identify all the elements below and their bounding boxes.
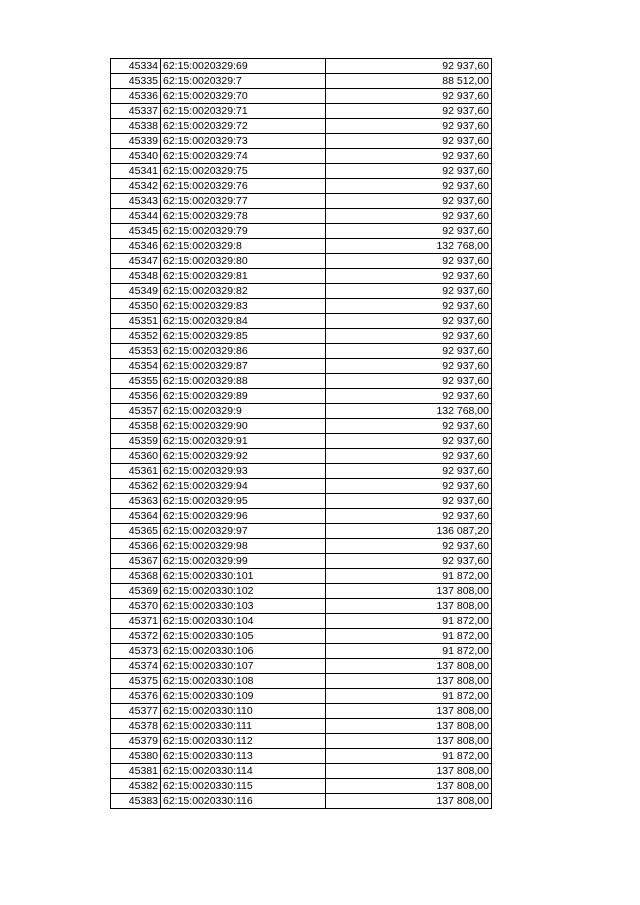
value-cell: 92 937,60 — [326, 194, 492, 209]
row-number-cell: 45378 — [111, 719, 161, 734]
cadastral-number-cell: 62:15:0020330:116 — [161, 794, 326, 809]
value-cell: 92 937,60 — [326, 539, 492, 554]
row-number-cell: 45357 — [111, 404, 161, 419]
cadastral-number-cell: 62:15:0020329:70 — [161, 89, 326, 104]
row-number-cell: 45373 — [111, 644, 161, 659]
table-row — [111, 269, 492, 284]
value-cell: 92 937,60 — [326, 149, 492, 164]
table-body — [111, 59, 492, 809]
table-row — [111, 389, 492, 404]
value-cell: 137 808,00 — [326, 659, 492, 674]
table-row — [111, 659, 492, 674]
value-cell: 92 937,60 — [326, 464, 492, 479]
row-number-cell: 45382 — [111, 779, 161, 794]
cadastral-number-cell: 62:15:0020329:92 — [161, 449, 326, 464]
cadastral-number-cell: 62:15:0020329:84 — [161, 314, 326, 329]
row-number-cell: 45361 — [111, 464, 161, 479]
row-number-cell: 45372 — [111, 629, 161, 644]
cadastral-number-cell: 62:15:0020330:104 — [161, 614, 326, 629]
table-row — [111, 164, 492, 179]
table-row — [111, 149, 492, 164]
value-cell: 92 937,60 — [326, 374, 492, 389]
row-number-cell: 45369 — [111, 584, 161, 599]
value-cell: 91 872,00 — [326, 569, 492, 584]
cadastral-number-cell: 62:15:0020329:83 — [161, 299, 326, 314]
value-cell: 92 937,60 — [326, 104, 492, 119]
table-row — [111, 179, 492, 194]
cadastral-number-cell: 62:15:0020329:69 — [161, 59, 326, 74]
cadastral-number-cell: 62:15:0020330:113 — [161, 749, 326, 764]
cadastral-number-cell: 62:15:0020329:74 — [161, 149, 326, 164]
cadastral-number-cell: 62:15:0020329:76 — [161, 179, 326, 194]
cadastral-number-cell: 62:15:0020329:93 — [161, 464, 326, 479]
value-cell: 92 937,60 — [326, 329, 492, 344]
value-cell: 92 937,60 — [326, 344, 492, 359]
row-number-cell: 45336 — [111, 89, 161, 104]
table-row — [111, 104, 492, 119]
cadastral-number-cell: 62:15:0020330:105 — [161, 629, 326, 644]
value-cell: 92 937,60 — [326, 479, 492, 494]
cadastral-number-cell: 62:15:0020329:91 — [161, 434, 326, 449]
row-number-cell: 45364 — [111, 509, 161, 524]
table-row — [111, 284, 492, 299]
value-cell: 92 937,60 — [326, 359, 492, 374]
table-row — [111, 539, 492, 554]
cadastral-number-cell: 62:15:0020329:73 — [161, 134, 326, 149]
row-number-cell: 45354 — [111, 359, 161, 374]
cadastral-number-cell: 62:15:0020329:90 — [161, 419, 326, 434]
value-cell: 92 937,60 — [326, 59, 492, 74]
cadastral-number-cell: 62:15:0020329:81 — [161, 269, 326, 284]
row-number-cell: 45335 — [111, 74, 161, 89]
value-cell: 92 937,60 — [326, 419, 492, 434]
table-row — [111, 674, 492, 689]
table-row — [111, 479, 492, 494]
value-cell: 88 512,00 — [326, 74, 492, 89]
cadastral-number-cell: 62:15:0020329:71 — [161, 104, 326, 119]
row-number-cell: 45344 — [111, 209, 161, 224]
value-cell: 92 937,60 — [326, 134, 492, 149]
table-row — [111, 734, 492, 749]
row-number-cell: 45334 — [111, 59, 161, 74]
row-number-cell: 45339 — [111, 134, 161, 149]
table-row — [111, 209, 492, 224]
row-number-cell: 45358 — [111, 419, 161, 434]
table-row — [111, 554, 492, 569]
value-cell: 91 872,00 — [326, 614, 492, 629]
cadastral-number-cell: 62:15:0020329:9 — [161, 404, 326, 419]
value-cell: 137 808,00 — [326, 719, 492, 734]
cadastral-number-cell: 62:15:0020329:99 — [161, 554, 326, 569]
cadastral-number-cell: 62:15:0020329:94 — [161, 479, 326, 494]
table-row — [111, 449, 492, 464]
row-number-cell: 45356 — [111, 389, 161, 404]
value-cell: 91 872,00 — [326, 644, 492, 659]
cadastral-number-cell: 62:15:0020329:95 — [161, 494, 326, 509]
row-number-cell: 45355 — [111, 374, 161, 389]
table-row — [111, 299, 492, 314]
row-number-cell: 45345 — [111, 224, 161, 239]
table-row — [111, 764, 492, 779]
value-cell: 92 937,60 — [326, 89, 492, 104]
table-row — [111, 239, 492, 254]
row-number-cell: 45359 — [111, 434, 161, 449]
row-number-cell: 45343 — [111, 194, 161, 209]
value-cell: 92 937,60 — [326, 269, 492, 284]
value-cell: 92 937,60 — [326, 284, 492, 299]
row-number-cell: 45377 — [111, 704, 161, 719]
row-number-cell: 45352 — [111, 329, 161, 344]
value-cell: 92 937,60 — [326, 449, 492, 464]
table-row — [111, 374, 492, 389]
value-cell: 137 808,00 — [326, 674, 492, 689]
value-cell: 92 937,60 — [326, 254, 492, 269]
value-cell: 91 872,00 — [326, 689, 492, 704]
cadastral-number-cell: 62:15:0020330:106 — [161, 644, 326, 659]
cadastral-number-cell: 62:15:0020329:72 — [161, 119, 326, 134]
table-row — [111, 644, 492, 659]
row-number-cell: 45353 — [111, 344, 161, 359]
cadastral-number-cell: 62:15:0020330:109 — [161, 689, 326, 704]
cadastral-number-cell: 62:15:0020329:80 — [161, 254, 326, 269]
row-number-cell: 45351 — [111, 314, 161, 329]
table-row — [111, 89, 492, 104]
table-row — [111, 344, 492, 359]
value-cell: 91 872,00 — [326, 629, 492, 644]
cadastral-number-cell: 62:15:0020329:79 — [161, 224, 326, 239]
row-number-cell: 45337 — [111, 104, 161, 119]
cadastral-number-cell: 62:15:0020329:78 — [161, 209, 326, 224]
value-cell: 137 808,00 — [326, 779, 492, 794]
row-number-cell: 45349 — [111, 284, 161, 299]
cadastral-number-cell: 62:15:0020329:97 — [161, 524, 326, 539]
value-cell: 92 937,60 — [326, 389, 492, 404]
row-number-cell: 45362 — [111, 479, 161, 494]
value-cell: 132 768,00 — [326, 239, 492, 254]
table-row — [111, 629, 492, 644]
row-number-cell: 45371 — [111, 614, 161, 629]
row-number-cell: 45346 — [111, 239, 161, 254]
value-cell: 137 808,00 — [326, 584, 492, 599]
cadastral-number-cell: 62:15:0020330:103 — [161, 599, 326, 614]
cadastral-number-cell: 62:15:0020329:98 — [161, 539, 326, 554]
row-number-cell: 45367 — [111, 554, 161, 569]
row-number-cell: 45360 — [111, 449, 161, 464]
row-number-cell: 45342 — [111, 179, 161, 194]
value-cell: 92 937,60 — [326, 164, 492, 179]
cadastral-number-cell: 62:15:0020329:87 — [161, 359, 326, 374]
cadastral-number-cell: 62:15:0020330:110 — [161, 704, 326, 719]
table-row — [111, 194, 492, 209]
value-cell: 132 768,00 — [326, 404, 492, 419]
row-number-cell: 45350 — [111, 299, 161, 314]
row-number-cell: 45375 — [111, 674, 161, 689]
cadastral-number-cell: 62:15:0020329:85 — [161, 329, 326, 344]
cadastral-number-cell: 62:15:0020330:114 — [161, 764, 326, 779]
cadastral-number-cell: 62:15:0020329:88 — [161, 374, 326, 389]
table-row — [111, 524, 492, 539]
table-row — [111, 119, 492, 134]
table-row — [111, 494, 492, 509]
value-cell: 92 937,60 — [326, 224, 492, 239]
cadastral-number-cell: 62:15:0020329:8 — [161, 239, 326, 254]
value-cell: 137 808,00 — [326, 764, 492, 779]
row-number-cell: 45379 — [111, 734, 161, 749]
table-row — [111, 419, 492, 434]
cadastral-number-cell: 62:15:0020330:101 — [161, 569, 326, 584]
value-cell: 92 937,60 — [326, 554, 492, 569]
value-cell: 92 937,60 — [326, 434, 492, 449]
row-number-cell: 45338 — [111, 119, 161, 134]
cadastral-value-table — [110, 58, 492, 809]
cadastral-number-cell: 62:15:0020330:108 — [161, 674, 326, 689]
table-row — [111, 704, 492, 719]
cadastral-number-cell: 62:15:0020330:112 — [161, 734, 326, 749]
table-row — [111, 689, 492, 704]
value-cell: 92 937,60 — [326, 314, 492, 329]
table-row — [111, 254, 492, 269]
table-row — [111, 584, 492, 599]
row-number-cell: 45374 — [111, 659, 161, 674]
row-number-cell: 45363 — [111, 494, 161, 509]
row-number-cell: 45341 — [111, 164, 161, 179]
value-cell: 136 087,20 — [326, 524, 492, 539]
row-number-cell: 45376 — [111, 689, 161, 704]
table-row — [111, 224, 492, 239]
cadastral-number-cell: 62:15:0020329:7 — [161, 74, 326, 89]
table-row — [111, 404, 492, 419]
cadastral-number-cell: 62:15:0020330:102 — [161, 584, 326, 599]
cadastral-number-cell: 62:15:0020330:115 — [161, 779, 326, 794]
cadastral-number-cell: 62:15:0020329:82 — [161, 284, 326, 299]
row-number-cell: 45381 — [111, 764, 161, 779]
table-row — [111, 464, 492, 479]
table-row — [111, 509, 492, 524]
cadastral-number-cell: 62:15:0020329:86 — [161, 344, 326, 359]
table-row — [111, 569, 492, 584]
table-row — [111, 329, 492, 344]
row-number-cell: 45380 — [111, 749, 161, 764]
cadastral-number-cell: 62:15:0020329:89 — [161, 389, 326, 404]
row-number-cell: 45366 — [111, 539, 161, 554]
value-cell: 137 808,00 — [326, 599, 492, 614]
value-cell: 137 808,00 — [326, 734, 492, 749]
table-row — [111, 434, 492, 449]
cadastral-number-cell: 62:15:0020329:75 — [161, 164, 326, 179]
row-number-cell: 45368 — [111, 569, 161, 584]
table-row — [111, 59, 492, 74]
value-cell: 92 937,60 — [326, 509, 492, 524]
table-row — [111, 719, 492, 734]
table-row — [111, 599, 492, 614]
row-number-cell: 45348 — [111, 269, 161, 284]
cadastral-number-cell: 62:15:0020329:96 — [161, 509, 326, 524]
table-row — [111, 614, 492, 629]
cadastral-number-cell: 62:15:0020329:77 — [161, 194, 326, 209]
value-cell: 92 937,60 — [326, 179, 492, 194]
cadastral-number-cell: 62:15:0020330:111 — [161, 719, 326, 734]
table-row — [111, 779, 492, 794]
value-cell: 92 937,60 — [326, 299, 492, 314]
table-row — [111, 794, 492, 809]
table-row — [111, 134, 492, 149]
row-number-cell: 45383 — [111, 794, 161, 809]
cadastral-number-cell: 62:15:0020330:107 — [161, 659, 326, 674]
row-number-cell: 45370 — [111, 599, 161, 614]
row-number-cell: 45365 — [111, 524, 161, 539]
value-cell: 92 937,60 — [326, 494, 492, 509]
value-cell: 137 808,00 — [326, 794, 492, 809]
row-number-cell: 45347 — [111, 254, 161, 269]
row-number-cell: 45340 — [111, 149, 161, 164]
table-row — [111, 314, 492, 329]
value-cell: 137 808,00 — [326, 704, 492, 719]
table-row — [111, 74, 492, 89]
value-cell: 92 937,60 — [326, 209, 492, 224]
table-row — [111, 749, 492, 764]
value-cell: 91 872,00 — [326, 749, 492, 764]
table-row — [111, 359, 492, 374]
value-cell: 92 937,60 — [326, 119, 492, 134]
